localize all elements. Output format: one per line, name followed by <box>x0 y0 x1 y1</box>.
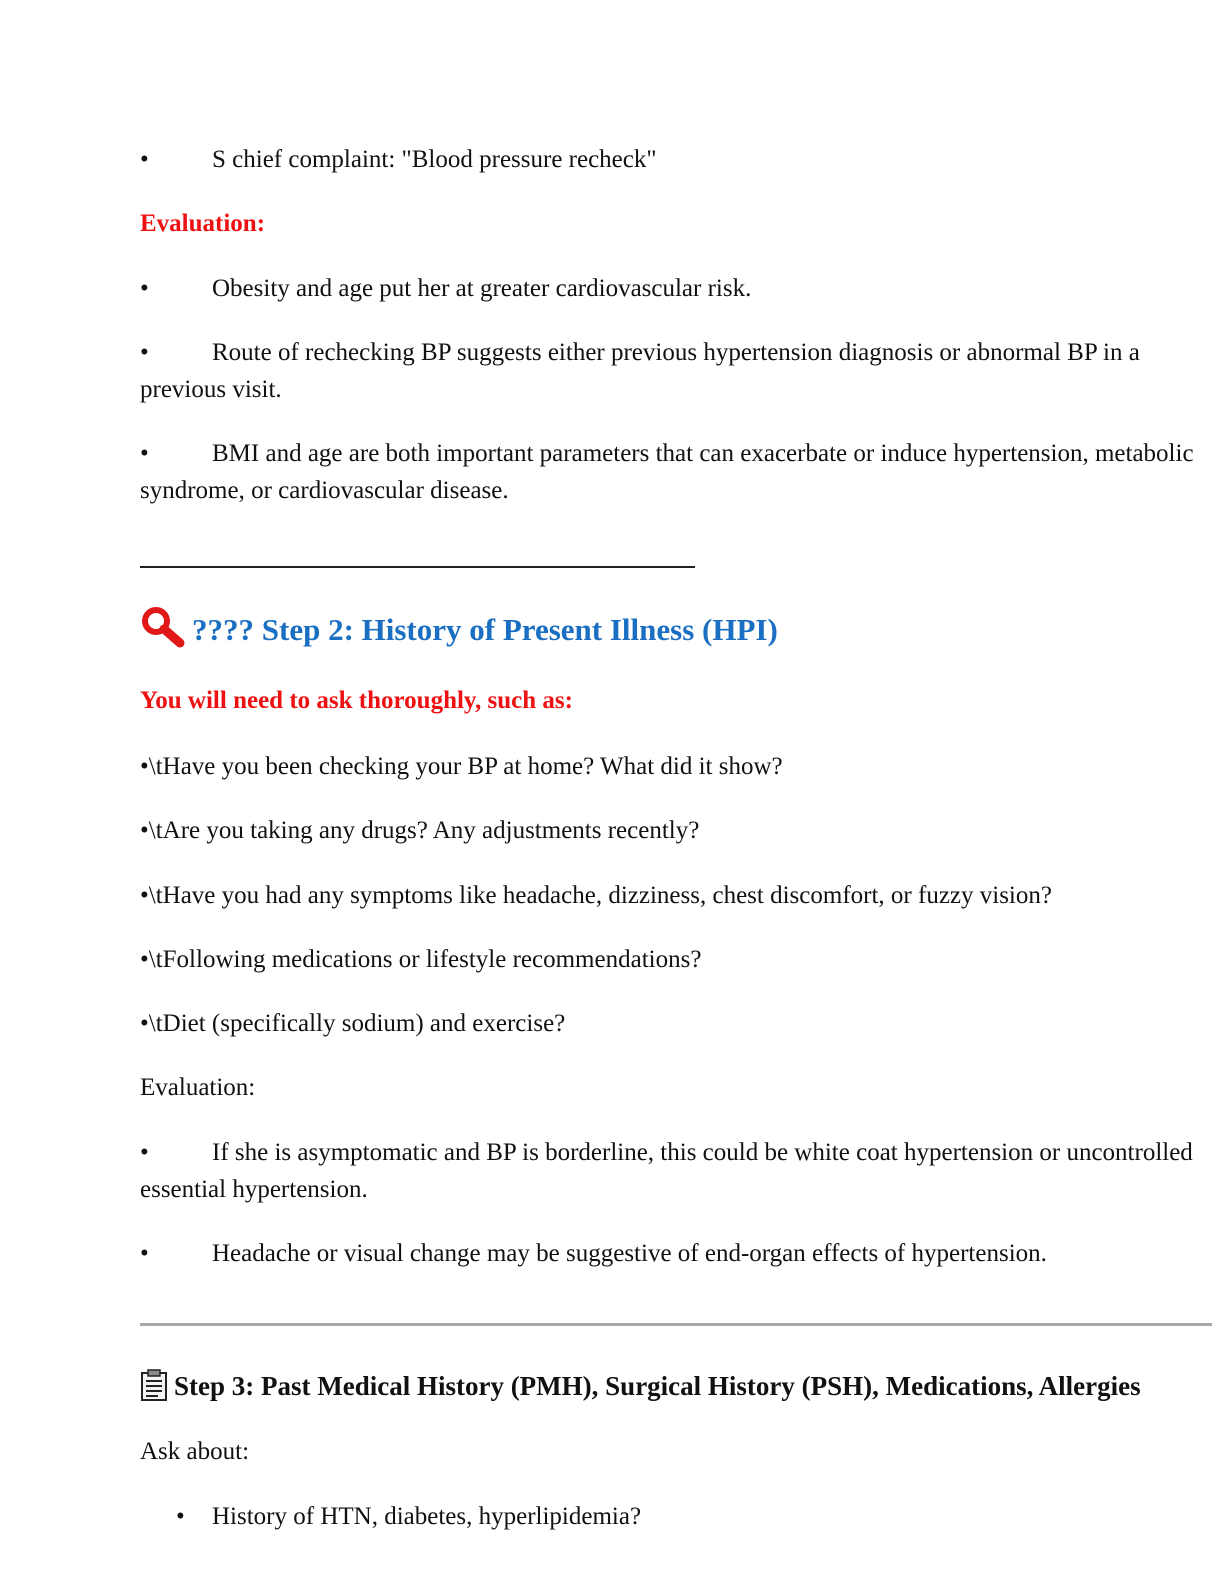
step2-evaluation-text: If she is asymptomatic and BP is borderline, this could be white coat hypertension or uncontrolled essential hypertension. <box>140 1139 1193 1203</box>
hpi-question: •\tHave you been checking your BP at home? What did it show? <box>140 753 783 780</box>
list-item-text: History of HTN, diabetes, hyperlipidemia? <box>212 1503 642 1530</box>
section-divider <box>140 566 695 568</box>
evaluation-heading: Evaluation: <box>140 210 266 237</box>
chief-complaint-text: S chief complaint: "Blood pressure recheck" <box>212 146 657 173</box>
bullet: • <box>140 440 149 467</box>
list-item <box>176 1498 641 1535</box>
bullet: • <box>140 339 149 366</box>
evaluation-item-text: Obesity and age put her at greater cardiovascular risk. <box>212 275 752 302</box>
step2-evaluation-item <box>140 1134 1204 1208</box>
bullet: • <box>140 1240 149 1267</box>
step2-heading-text: ???? Step 2: History of Present Illness (HPI) <box>192 612 778 647</box>
step3-heading-text: Step 3: Past Medical History (PMH), Surgical History (PSH), Medications, Allergies <box>174 1371 1141 1401</box>
step3-intro: Ask about: <box>140 1438 250 1465</box>
evaluation-item-text: Route of rechecking BP suggests either previous hypertension diagnosis or abnormal BP in a previous visit. <box>140 339 1140 403</box>
hpi-question: •\tFollowing medications or lifestyle recommendations? <box>140 946 702 973</box>
evaluation-item <box>140 435 1204 509</box>
step2-evaluation-heading: Evaluation: <box>140 1074 256 1101</box>
evaluation-item-text: BMI and age are both important parameters that can exacerbate or induce hypertension, metabolic syndrome, or cardiovascular disease. <box>140 440 1194 504</box>
bullet: • <box>176 1503 185 1530</box>
clipboard-icon <box>140 1369 168 1401</box>
bullet: • <box>140 275 149 302</box>
hpi-question: •\tAre you taking any drugs? Any adjustments recently? <box>140 817 700 844</box>
hpi-question: •\tHave you had any symptoms like headache, dizziness, chest discomfort, or fuzzy vision? <box>140 882 1052 909</box>
step2-subheading: You will need to ask thoroughly, such as: <box>140 687 573 714</box>
chief-complaint-item <box>140 141 1204 178</box>
hpi-question: •\tDiet (specifically sodium) and exercise? <box>140 1010 566 1037</box>
magnifying-glass-icon <box>140 606 186 648</box>
evaluation-item <box>140 334 1204 408</box>
step3-heading <box>140 1366 1141 1406</box>
step2-heading <box>140 606 778 653</box>
step2-evaluation-item <box>140 1235 1204 1272</box>
bullet: • <box>140 146 149 173</box>
step2-evaluation-text: Headache or visual change may be suggestive of end-organ effects of hypertension. <box>212 1240 1047 1267</box>
horizontal-rule <box>140 1323 1212 1326</box>
bullet: • <box>140 1139 149 1166</box>
evaluation-item <box>140 270 1204 307</box>
